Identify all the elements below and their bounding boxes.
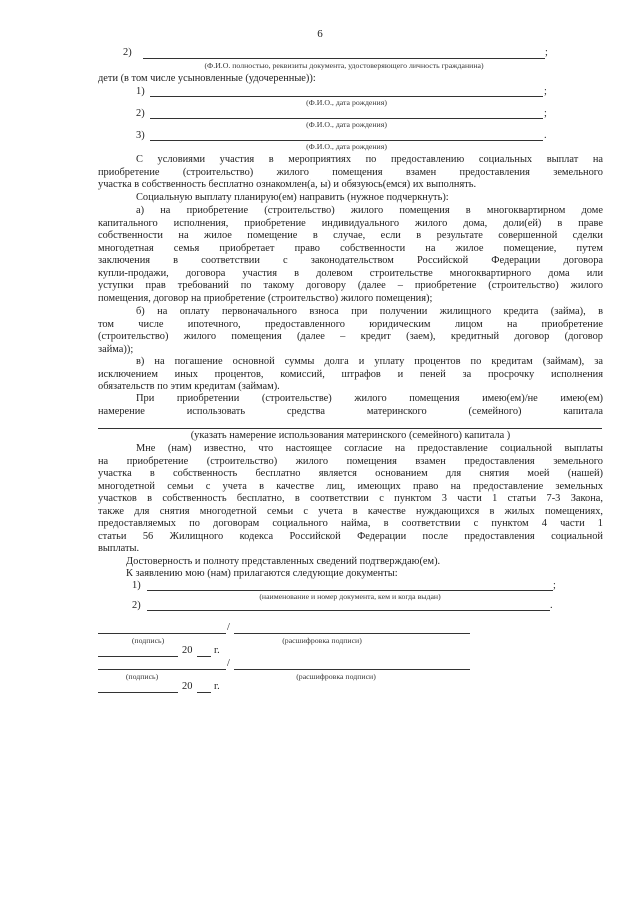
page-number: 6 bbox=[317, 28, 323, 40]
attachment-2-number: 2) bbox=[132, 600, 141, 611]
agreement-line-7: предоставляемых по договорам социального найма, в соответствии с пунктом 4 части 1 bbox=[98, 518, 603, 530]
signature-2-decode-caption: (расшифровка подписи) bbox=[296, 672, 376, 681]
signature-1-sign-caption: (подпись) bbox=[131, 636, 165, 645]
child-1-end: ; bbox=[544, 86, 547, 97]
option-v-paragraph[interactable] bbox=[98, 356, 603, 394]
date-2-line[interactable] bbox=[98, 692, 178, 693]
attachments-intro bbox=[98, 568, 603, 581]
child-2-end: ; bbox=[544, 108, 547, 119]
option-a-line-1: а) на приобретение (строительство) жилого помещения в многоквартирном доме bbox=[136, 205, 603, 216]
signature-2-sign-caption: (подпись) bbox=[125, 672, 159, 681]
agreement-line-2: на приобретение (строительство) жилого помещения взамен предоставления земельного bbox=[98, 455, 603, 467]
option-a-line-6: купли-продажи, договора участия в долевом строительстве многоквартирного дома или bbox=[98, 267, 603, 279]
signature-1-decode-line[interactable] bbox=[234, 633, 470, 634]
agreement-line-5: участков в собственность бесплатно, в соответствии с пунктом 3 части 1 статьи 7-3 Закона, bbox=[98, 493, 603, 505]
agreement-line-8: статьи 56 Жилищного кодекса Российской Федерации после предоставления социальной bbox=[98, 530, 603, 542]
signature-2-decode-line[interactable] bbox=[234, 669, 470, 670]
parent-item-number: 2) bbox=[123, 47, 132, 58]
reliability-text: Достоверность и полноту представленных сведений подтверждаю(ем). bbox=[126, 556, 441, 567]
signature-1-decode-caption: (расшифровка подписи) bbox=[282, 636, 362, 645]
option-b-line-3: (строительство) жилого помещения (далее – кредит (заем), кредитный договор (договор bbox=[98, 331, 603, 343]
maternity-line-2: намерение использовать средства материнского (семейного) капитала bbox=[98, 405, 603, 417]
attachment-1-line[interactable] bbox=[147, 590, 553, 591]
child-3-number: 3) bbox=[136, 130, 145, 141]
date-1-year-line[interactable] bbox=[197, 656, 211, 657]
agreement-line-6: также для снятия многодетной семьи с учета в качестве нуждающихся в жилых помещениях, bbox=[98, 505, 603, 517]
date-1-year-suffix: г. bbox=[214, 645, 220, 656]
date-2-year-suffix: г. bbox=[214, 681, 220, 692]
signature-1-line[interactable] bbox=[98, 633, 226, 634]
date-1-line[interactable] bbox=[98, 656, 178, 657]
option-v-line-3: обязательств по этим кредитам (займам). bbox=[98, 381, 280, 393]
consent-paragraph bbox=[98, 154, 603, 192]
option-v-line-1: в) на погашение основной суммы долга и уплату процентов по кредитам (займам), за bbox=[136, 356, 603, 367]
attachment-caption: (наименование и номер документа, кем и когда выдан) bbox=[259, 592, 441, 601]
child-3-line[interactable] bbox=[150, 140, 543, 141]
maternity-line-1[interactable]: При приобретении (строительстве) жилого помещения имею(ем)/не имею(ем) bbox=[136, 393, 603, 404]
signature-2-slash: / bbox=[227, 658, 230, 669]
attachment-1-number: 1) bbox=[132, 580, 141, 591]
signature-2-line[interactable] bbox=[98, 669, 226, 670]
option-a-line-4: многодетная семья приобретает право собственности на жилое помещение, путем bbox=[98, 242, 603, 254]
date-1-year-prefix: 20 bbox=[182, 645, 193, 656]
option-a-line-2: капитального исполнения, приобретение индивидуального жилого дома, доли(ей) в праве bbox=[98, 217, 603, 229]
agreement-line-3: участка в собственность бесплатно является основанием для снятия моей (нашей) bbox=[98, 468, 603, 480]
parent-fio-line[interactable] bbox=[143, 58, 545, 59]
child-3-end: . bbox=[544, 130, 547, 141]
reliability-paragraph bbox=[98, 556, 603, 569]
direction-intro-text: Социальную выплату планирую(ем) направить (нужное подчеркнуть): bbox=[136, 192, 449, 203]
option-b-line-4: займа)); bbox=[98, 343, 134, 355]
parent-fio-caption: (Ф.И.О. полностью, реквизиты документа, удостоверяющего личность гражданина) bbox=[204, 61, 484, 70]
option-b-paragraph[interactable] bbox=[98, 306, 603, 356]
maternity-input-line[interactable] bbox=[98, 428, 602, 429]
option-v-line-2: исключением иных процентов, комиссий, штрафов и пеней за просрочку исполнения bbox=[98, 368, 603, 380]
agreement-line-4: многодетной семьи с учета в качестве лиц, имеющих право на предоставление земельных bbox=[98, 480, 603, 492]
child-3-caption: (Ф.И.О., дата рождения) bbox=[306, 142, 387, 151]
children-label: дети (в том числе усыновленные (удочеренные)): bbox=[98, 73, 316, 84]
signature-1-slash: / bbox=[227, 622, 230, 633]
option-a-line-8: помещения, договор на приобретение (строительство) жилого помещения); bbox=[98, 292, 433, 304]
child-2-line[interactable] bbox=[150, 118, 543, 119]
child-2-number: 2) bbox=[136, 108, 145, 119]
attachment-2-end: . bbox=[550, 600, 553, 611]
option-a-paragraph[interactable] bbox=[98, 205, 603, 305]
maternity-paragraph bbox=[98, 393, 603, 418]
option-a-line-7: уступки прав требований по такому договору (далее – приобретение (строительство) жилого bbox=[98, 280, 603, 292]
consent-line-1: С условиями участия в мероприятиях по предоставлению социальных выплат на bbox=[136, 154, 603, 165]
direction-intro bbox=[98, 192, 603, 205]
option-b-line-2: том числе ипотечного, предоставленного юридическим лицом на приобретение bbox=[98, 318, 603, 330]
attachment-2-line[interactable] bbox=[147, 610, 550, 611]
option-a-line-3: собственности на жилое помещение в случае, если в результате совершенной сделки bbox=[98, 230, 603, 242]
parent-item-end: ; bbox=[545, 47, 548, 58]
consent-line-3: участка в собственность бесплатно ознакомлен(а, ы) и обязуюсь(емся) их выполнять. bbox=[98, 179, 477, 191]
date-2-year-line[interactable] bbox=[197, 692, 211, 693]
attachments-intro-text: К заявлению мою (нам) прилагаются следующие документы: bbox=[126, 568, 398, 579]
child-1-caption: (Ф.И.О., дата рождения) bbox=[306, 98, 387, 107]
option-b-line-1: б) на оплату первоначального взноса при получении жилищного кредита (займа), в bbox=[136, 306, 603, 317]
agreement-line-9: выплаты. bbox=[98, 543, 140, 555]
attachment-1-end: ; bbox=[553, 580, 556, 591]
maternity-caption: (указать намерение использования материнского (семейного) капитала ) bbox=[190, 430, 511, 441]
child-1-number: 1) bbox=[136, 86, 145, 97]
agreement-paragraph bbox=[98, 443, 603, 556]
option-a-line-5: заключения в соответствии с законодательством Российской Федерации договора bbox=[98, 255, 603, 267]
agreement-line-1: Мне (нам) известно, что настоящее согласие на предоставление социальной выплаты bbox=[136, 443, 603, 454]
child-1-line[interactable] bbox=[150, 96, 543, 97]
date-2-year-prefix: 20 bbox=[182, 681, 193, 692]
child-2-caption: (Ф.И.О., дата рождения) bbox=[306, 120, 387, 129]
consent-line-2: приобретение (строительство) жилого помещения взамен предоставления земельного bbox=[98, 166, 603, 178]
